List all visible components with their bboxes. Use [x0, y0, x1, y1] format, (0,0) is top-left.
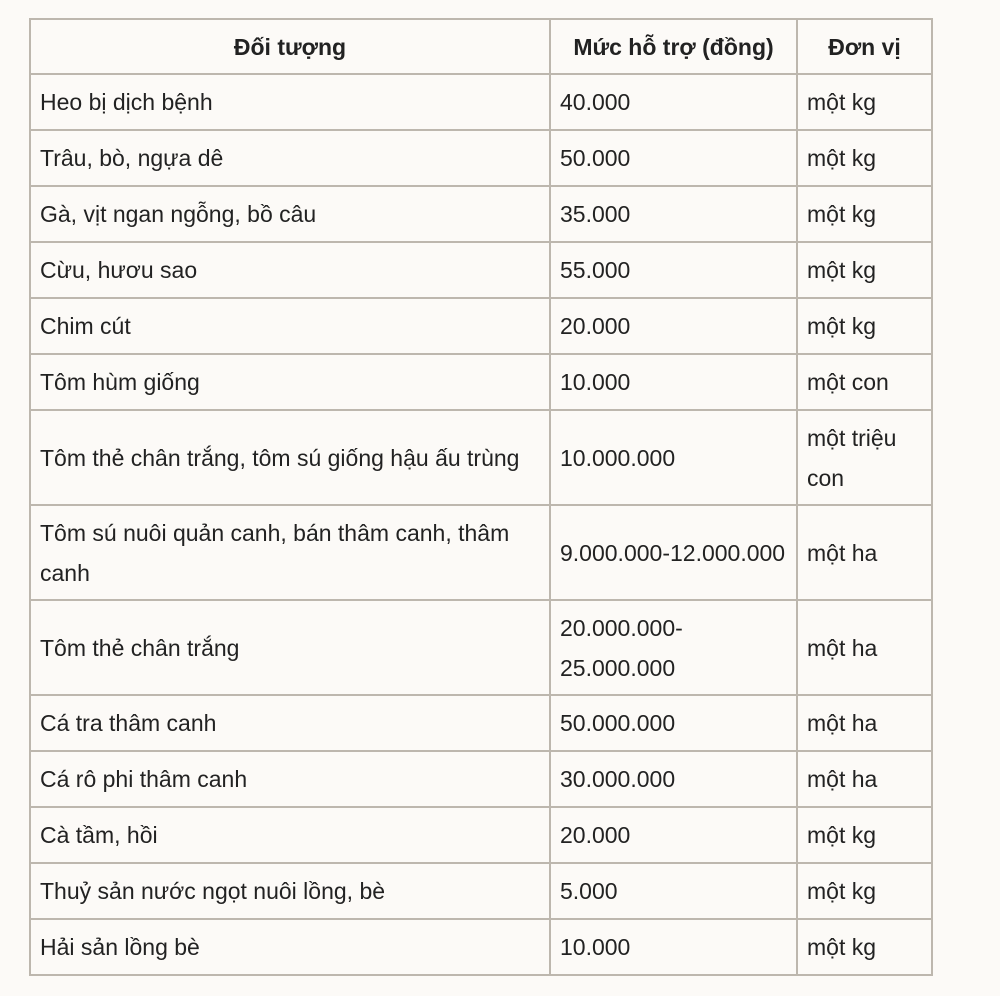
- cell-unit: một kg: [797, 74, 932, 130]
- cell-unit: một con: [797, 354, 932, 410]
- cell-amount: 20.000: [550, 298, 797, 354]
- cell-subject: Tôm thẻ chân trắng, tôm sú giống hậu ấu trùng: [30, 410, 550, 505]
- cell-unit: một ha: [797, 505, 932, 600]
- cell-subject: Tôm thẻ chân trắng: [30, 600, 550, 695]
- table-row: [30, 130, 932, 186]
- cell-unit: một kg: [797, 863, 932, 919]
- cell-unit: một kg: [797, 186, 932, 242]
- cell-subject: Trâu, bò, ngựa dê: [30, 130, 550, 186]
- table-row: [30, 919, 932, 975]
- table-row: [30, 410, 932, 505]
- cell-subject: Cá tra thâm canh: [30, 695, 550, 751]
- table-row: [30, 74, 932, 130]
- cell-amount: 5.000: [550, 863, 797, 919]
- cell-unit: một kg: [797, 919, 932, 975]
- cell-amount: 10.000: [550, 354, 797, 410]
- cell-subject: Tôm hùm giống: [30, 354, 550, 410]
- table-header-row: [30, 19, 932, 74]
- header-amount: Mức hỗ trợ (đồng): [550, 19, 797, 74]
- cell-subject: Tôm sú nuôi quản canh, bán thâm canh, thâm canh: [30, 505, 550, 600]
- cell-amount: 35.000: [550, 186, 797, 242]
- cell-amount: 10.000.000: [550, 410, 797, 505]
- cell-unit: một kg: [797, 807, 932, 863]
- table-row: [30, 695, 932, 751]
- cell-unit: một kg: [797, 130, 932, 186]
- table-row: [30, 751, 932, 807]
- table-row: [30, 505, 932, 600]
- cell-subject: Gà, vịt ngan ngỗng, bồ câu: [30, 186, 550, 242]
- cell-amount: 30.000.000: [550, 751, 797, 807]
- support-table-container: [29, 18, 933, 976]
- header-unit: Đơn vị: [797, 19, 932, 74]
- table-row: [30, 863, 932, 919]
- cell-amount: 10.000: [550, 919, 797, 975]
- table-row: [30, 807, 932, 863]
- cell-subject: Heo bị dịch bệnh: [30, 74, 550, 130]
- cell-subject: Hải sản lồng bè: [30, 919, 550, 975]
- table-row: [30, 600, 932, 695]
- cell-unit: một kg: [797, 242, 932, 298]
- cell-unit: một triệu con: [797, 410, 932, 505]
- cell-unit: một kg: [797, 298, 932, 354]
- cell-unit: một ha: [797, 695, 932, 751]
- cell-amount: 50.000.000: [550, 695, 797, 751]
- table-row: [30, 242, 932, 298]
- cell-amount: 40.000: [550, 74, 797, 130]
- table-row: [30, 354, 932, 410]
- support-rate-table: [29, 18, 933, 976]
- cell-subject: Chim cút: [30, 298, 550, 354]
- cell-amount: 55.000: [550, 242, 797, 298]
- cell-subject: Thuỷ sản nước ngọt nuôi lồng, bè: [30, 863, 550, 919]
- cell-amount: 50.000: [550, 130, 797, 186]
- table-row: [30, 186, 932, 242]
- cell-unit: một ha: [797, 600, 932, 695]
- cell-amount: 20.000: [550, 807, 797, 863]
- table-row: [30, 298, 932, 354]
- cell-amount: 9.000.000-12.000.000: [550, 505, 797, 600]
- cell-amount: 20.000.000-25.000.000: [550, 600, 797, 695]
- cell-subject: Cà tầm, hồi: [30, 807, 550, 863]
- cell-subject: Cá rô phi thâm canh: [30, 751, 550, 807]
- cell-subject: Cừu, hươu sao: [30, 242, 550, 298]
- cell-unit: một ha: [797, 751, 932, 807]
- header-subject: Đối tượng: [30, 19, 550, 74]
